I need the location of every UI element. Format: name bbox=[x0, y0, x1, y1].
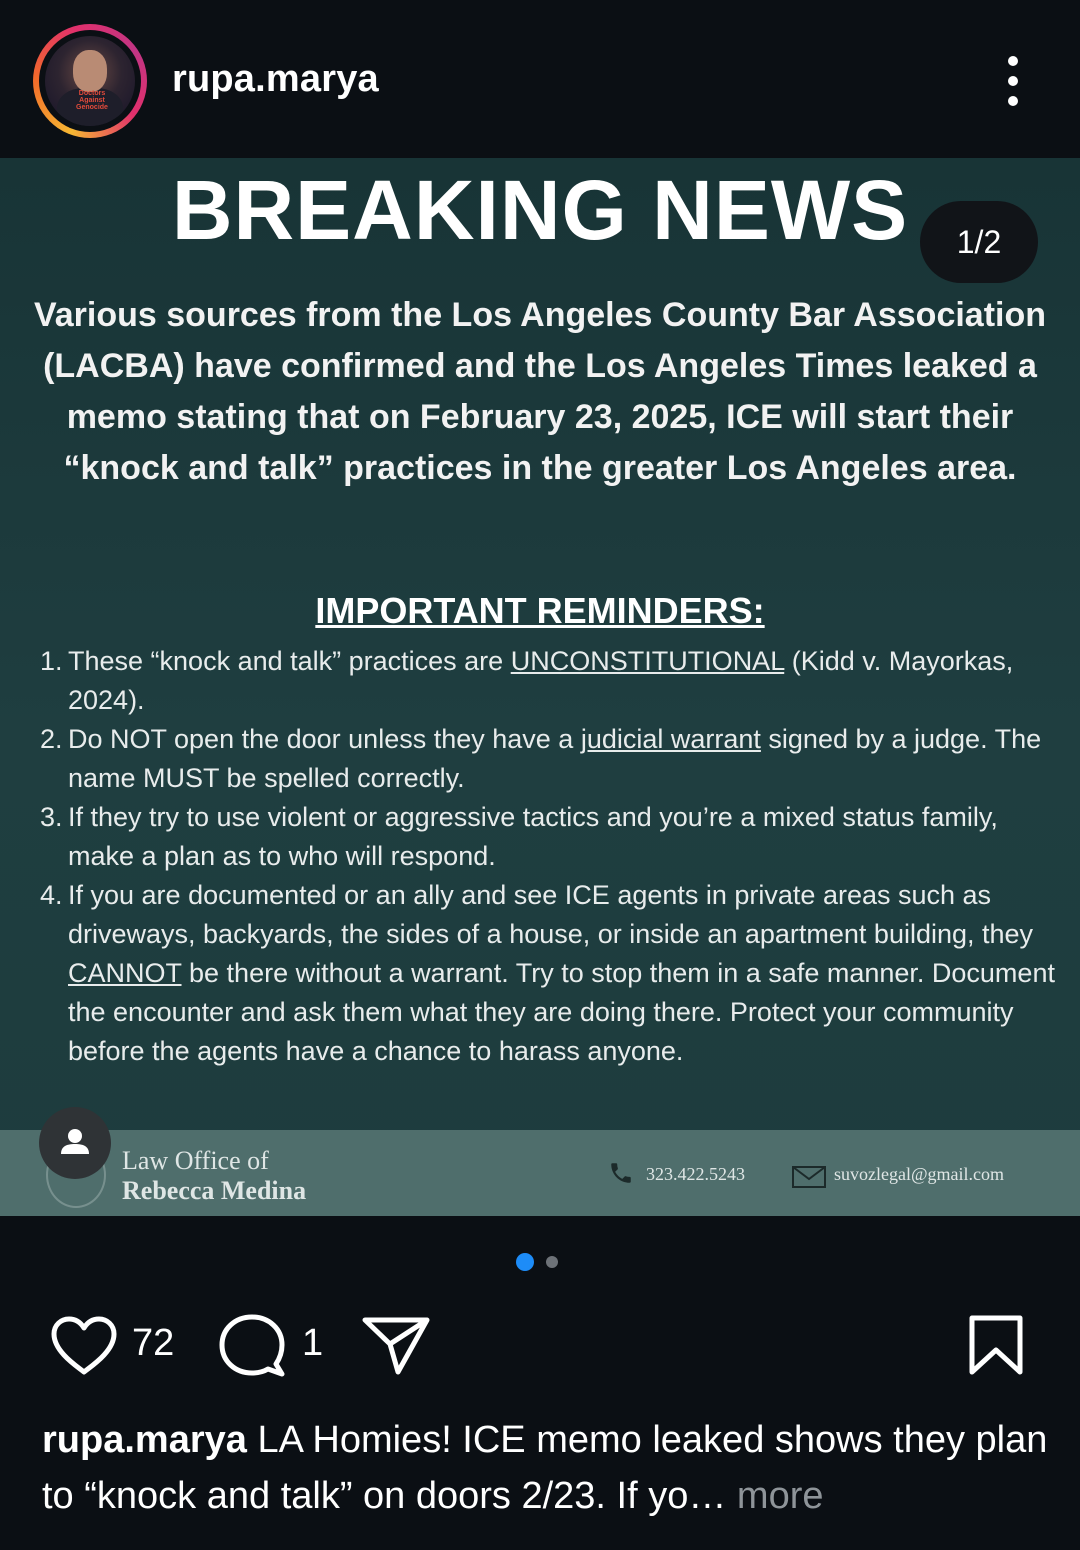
share-button[interactable] bbox=[360, 1314, 432, 1378]
carousel-dot[interactable] bbox=[546, 1256, 558, 1268]
reminder-item: 1. These “knock and talk” practices are UNCONSTITUTIONAL (Kidd v. Mayorkas, 2024). bbox=[40, 646, 1014, 715]
username[interactable]: rupa.marya bbox=[172, 58, 379, 100]
reminder-item: 4. If you are documented or an ally and see ICE agents in private areas such as driveways, backyards, the sides of a house, or inside an apartment building, they CANNOT be there without a warrant. Try to stop them in a safe manner. Document the encounter and ask them what they are doing there. Protect your community before the agents have a chance to harass anyone. bbox=[40, 880, 1055, 1066]
like-button[interactable] bbox=[48, 1314, 120, 1378]
avatar-image: Doctors Against Genocide bbox=[45, 36, 135, 126]
reminder-item: 2. Do NOT open the door unless they have a judicial warrant signed by a judge. The name MUST be spelled correctly. bbox=[40, 724, 1042, 793]
post-caption bbox=[42, 1412, 1052, 1524]
post-image[interactable] bbox=[0, 158, 1080, 1216]
like-count[interactable]: 72 bbox=[132, 1322, 175, 1364]
send-icon bbox=[360, 1314, 432, 1378]
email-address: suvozlegal@gmail.com bbox=[834, 1164, 1005, 1184]
post-header bbox=[0, 0, 1080, 158]
carousel-dot-active[interactable] bbox=[516, 1253, 534, 1271]
bookmark-icon bbox=[966, 1314, 1026, 1378]
caption-text: LA Homies! ICE memo leaked shows they plan to “knock and talk” on doors 2/23. If yo bbox=[42, 1419, 1048, 1517]
caption-username[interactable]: rupa.marya bbox=[42, 1419, 247, 1461]
lede-text: Various sources from the Los Angeles County Bar Association (LACBA) have confirmed and the Los Angeles Times leaked a memo stating that on February 23, 2025, ICE will start their “knock and talk” practices in the greater Los Angeles area. bbox=[33, 296, 1047, 487]
comment-count[interactable]: 1 bbox=[302, 1322, 324, 1364]
carousel-counter: 1/2 bbox=[920, 201, 1038, 283]
action-bar bbox=[0, 1300, 1080, 1400]
law-office-footer bbox=[0, 1130, 1080, 1216]
tagged-people-button[interactable] bbox=[39, 1107, 111, 1179]
comment-icon bbox=[216, 1312, 288, 1378]
more-options-icon[interactable] bbox=[1000, 56, 1030, 108]
caption-ellipsis: … bbox=[688, 1475, 727, 1517]
reminder-item: 3. If they try to use violent or aggressive tactics and you’re a mixed status family, make a plan as to who will respond. bbox=[40, 802, 998, 871]
person-icon bbox=[39, 1107, 111, 1179]
phone-icon bbox=[608, 1160, 634, 1186]
phone-number: 323.422.5243 bbox=[646, 1164, 745, 1184]
save-button[interactable] bbox=[966, 1314, 1026, 1378]
reminders-title: IMPORTANT REMINDERS: bbox=[315, 590, 765, 631]
heart-icon bbox=[48, 1314, 120, 1378]
caption-more-link[interactable]: more bbox=[726, 1475, 824, 1517]
mail-icon bbox=[792, 1166, 826, 1188]
profile-avatar[interactable] bbox=[33, 24, 147, 138]
comment-button[interactable] bbox=[216, 1312, 288, 1378]
reminders-list bbox=[40, 642, 1060, 1071]
law-office-name: Law Office of Rebecca Medina bbox=[122, 1146, 307, 1205]
headline: BREAKING NEWS bbox=[171, 163, 909, 257]
